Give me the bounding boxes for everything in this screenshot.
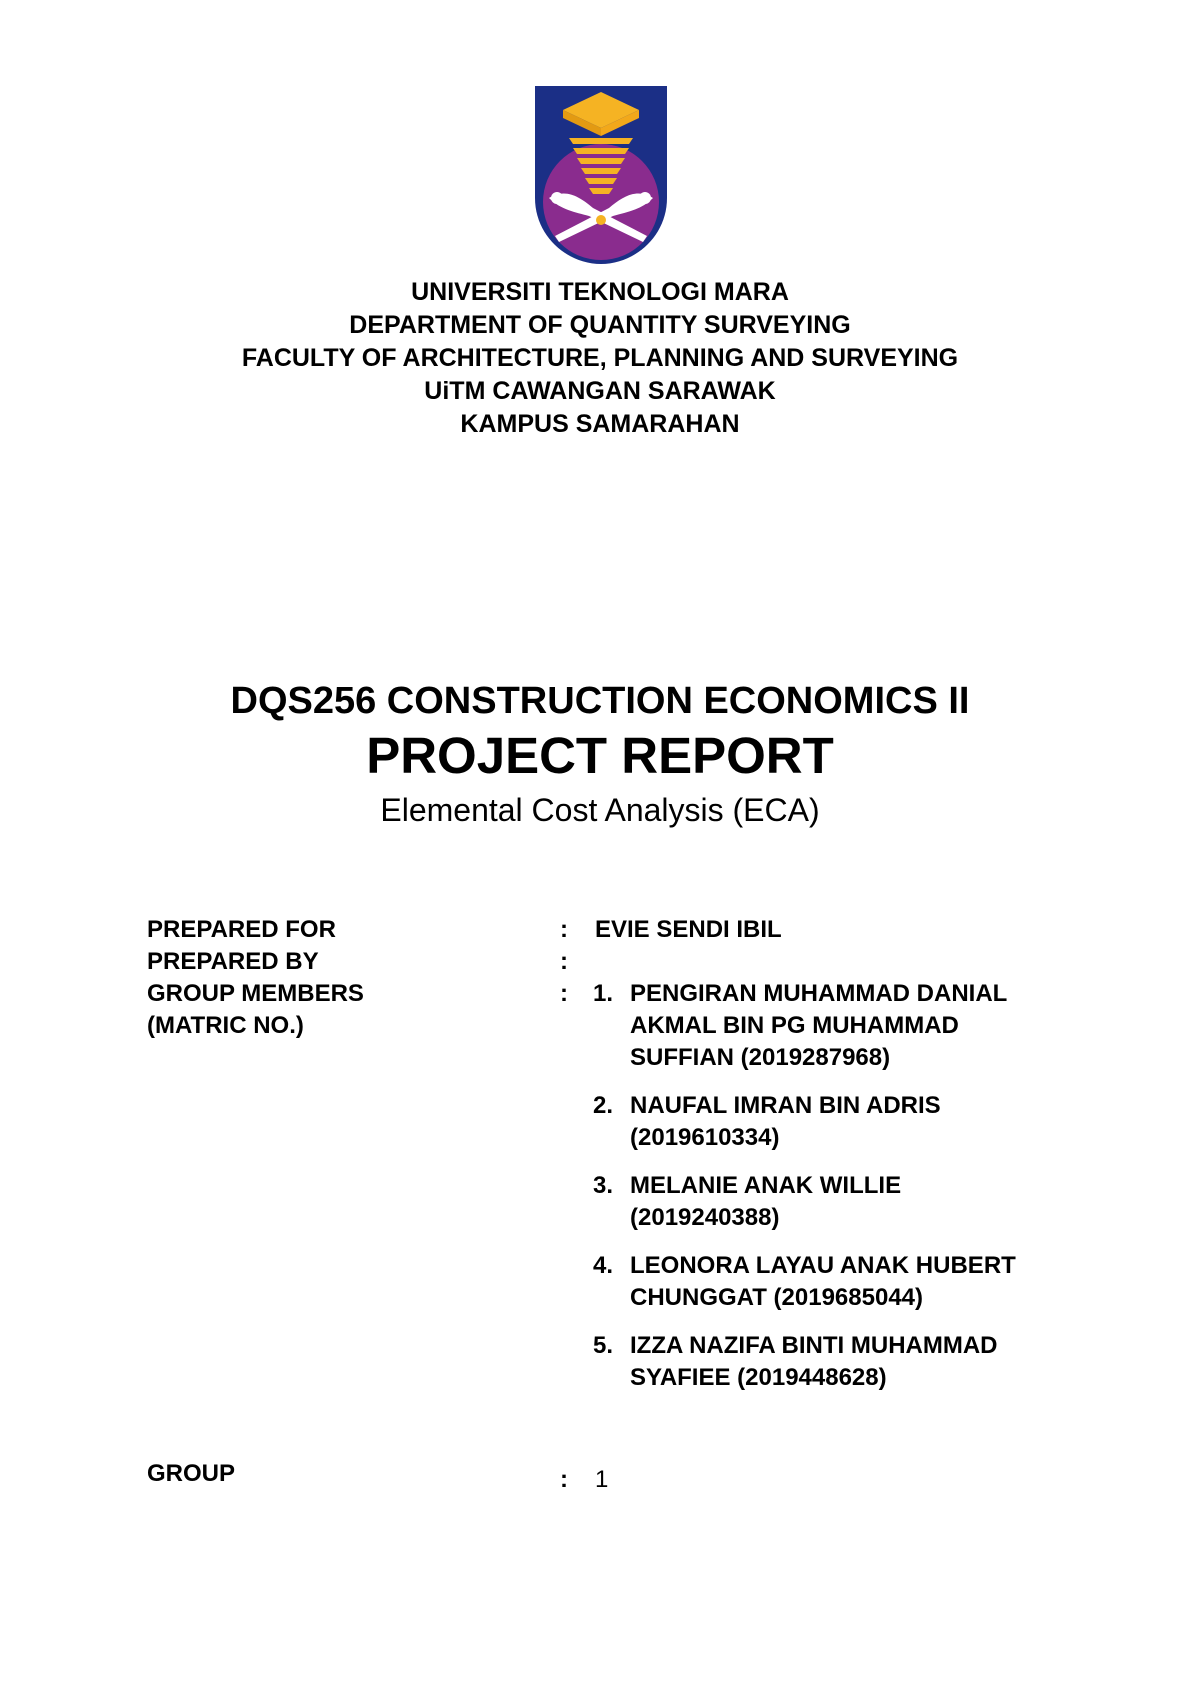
department-name: DEPARTMENT OF QUANTITY SURVEYING: [349, 311, 851, 339]
member-number: 5.: [593, 1332, 614, 1359]
member-number: 3.: [593, 1172, 614, 1199]
member-line: (2019240388): [630, 1204, 780, 1231]
member-item: [593, 1170, 1113, 1234]
course-title: DQS256 CONSTRUCTION ECONOMICS II: [230, 680, 970, 722]
group-colon: :: [560, 1466, 568, 1493]
member-item: [593, 1090, 1113, 1154]
prepared-for-value: EVIE SENDI IBIL: [595, 916, 782, 943]
member-line: CHUNGGAT (2019685044): [630, 1284, 924, 1311]
prepared-for-colon: :: [560, 916, 568, 943]
matric-label: (MATRIC NO.): [147, 1012, 304, 1039]
member-line: SYAFIEE (2019448628): [630, 1364, 887, 1391]
member-line: SUFFIAN (2019287968): [630, 1044, 891, 1071]
member-item: [593, 978, 1113, 1074]
university-name: UNIVERSITI TEKNOLOGI MARA: [411, 278, 789, 306]
member-line: PENGIRAN MUHAMMAD DANIAL: [630, 980, 1008, 1007]
member-item: [593, 1250, 1113, 1314]
member-number: 1.: [593, 980, 614, 1007]
campus-name: KAMPUS SAMARAHAN: [460, 410, 740, 438]
prepared-for-label: PREPARED FOR: [147, 916, 336, 943]
branch-name: UiTM CAWANGAN SARAWAK: [424, 377, 776, 405]
prepared-by-label: PREPARED BY: [147, 948, 319, 975]
member-line: MELANIE ANAK WILLIE: [630, 1172, 902, 1199]
group-members-colon: :: [560, 980, 568, 1007]
institution-header: [0, 276, 1200, 441]
group-label: GROUP: [147, 1460, 236, 1487]
member-line: IZZA NAZIFA BINTI MUHAMMAD: [630, 1332, 998, 1359]
member-line: LEONORA LAYAU ANAK HUBERT: [630, 1252, 1016, 1279]
uitm-crest-icon: [535, 86, 667, 264]
member-number: 4.: [593, 1252, 614, 1279]
member-number: 2.: [593, 1092, 614, 1119]
prepared-by-colon: :: [560, 948, 568, 975]
group-value: 1: [595, 1466, 609, 1493]
member-line: AKMAL BIN PG MUHAMMAD: [630, 1012, 959, 1039]
member-item: [593, 1330, 1113, 1394]
group-members-label: GROUP MEMBERS: [147, 980, 364, 1007]
report-subtitle: Elemental Cost Analysis (ECA): [380, 792, 820, 828]
report-title: PROJECT REPORT: [366, 727, 834, 784]
member-line: (2019610334): [630, 1124, 780, 1151]
member-line: NAUFAL IMRAN BIN ADRIS: [630, 1092, 941, 1119]
faculty-name: FACULTY OF ARCHITECTURE, PLANNING AND SURVEYING: [241, 344, 959, 372]
